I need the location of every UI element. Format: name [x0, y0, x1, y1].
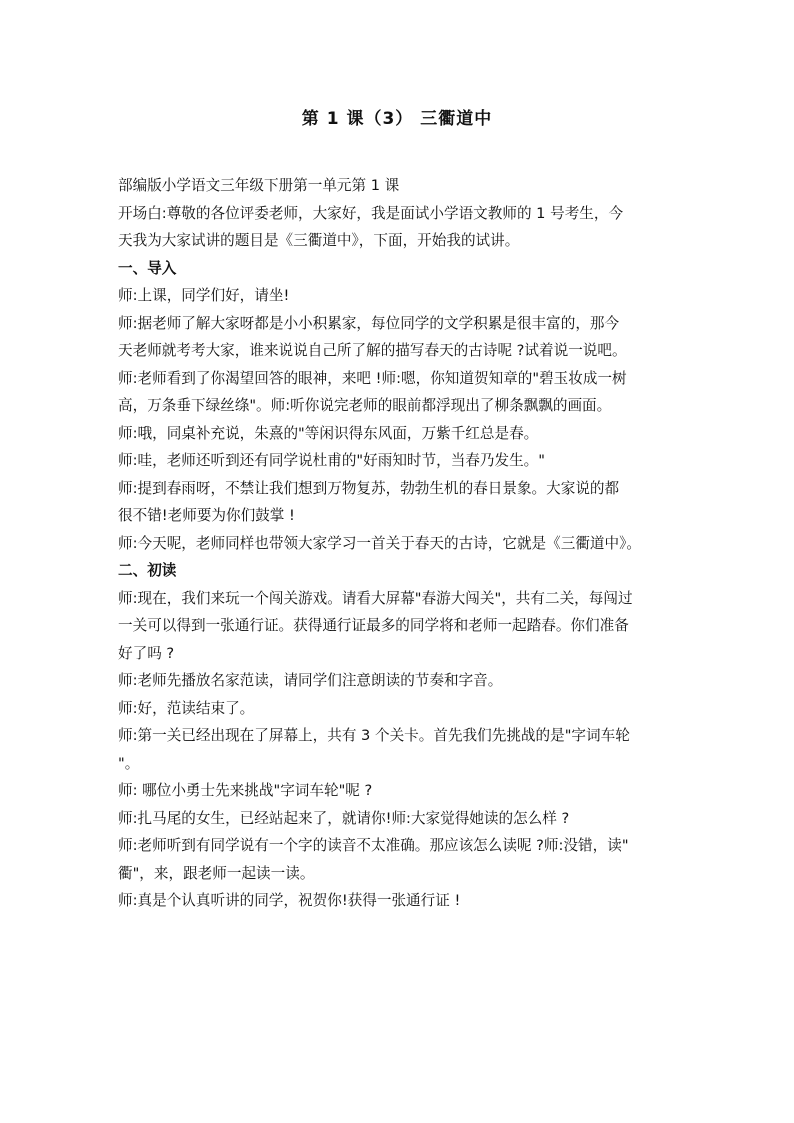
text-line: 师:据老师了解大家呀都是小小积累家，每位同学的文学积累是很丰富的，那今 [118, 314, 620, 332]
text-line: 师:哇，老师还听到还有同学说杜甫的"好雨知时节，当春乃发生。" [118, 452, 545, 469]
text-line: 师:现在，我们来玩一个闯关游戏。请看大屏幕"春游大闯关"，共有二关，每闯过 [118, 589, 633, 607]
text-line: 天我为大家试讲的题目是《三衢道中》，下面，开始我的试讲。 [118, 232, 520, 249]
text-line: 师:扎马尾的女生，已经站起来了，就请你!师:大家觉得她读的怎么样 ? [118, 809, 570, 827]
text-line: 部编版小学语文三年级下册第一单元第 1 课 [118, 177, 400, 194]
text-line: 师:上课，同学们好，请坐! [118, 287, 290, 304]
text-line: 师:好，范读结束了。 [118, 699, 255, 717]
document-body [118, 172, 703, 915]
text-line: 高，万条垂下绿丝绦"。师:听你说完老师的眼前都浮现出了柳条飘飘的画面。 [118, 397, 612, 414]
text-line: 一关可以得到一张通行证。获得通行证最多的同学将和老师一起踏春。你们准备 [118, 617, 629, 634]
text-line: 很不错!老师要为你们鼓掌 ! [118, 507, 295, 524]
text-line: 师:老师看到了你渴望回答的眼神，来吧 !师:嗯，你知道贺知章的"碧玉妆成一树 [118, 369, 627, 387]
text-line: 师:真是个认真听讲的同学，祝贺你!获得一张通行证 ! [118, 892, 461, 909]
text-line: 衢"，来，跟老师一起读一读。 [118, 864, 315, 882]
text-line: 师:第一关已经出现在了屏幕上，共有 3 个关卡。首先我们先挑战的是"字词车轮 [118, 727, 630, 744]
text-line: "。 [118, 754, 140, 772]
text-line: 开场白:尊敬的各位评委老师，大家好，我是面试小学语文教师的 1 号考生，今 [118, 204, 624, 222]
page-title: 第 1 课（3） 三衢道中 [301, 109, 493, 129]
text-line: 师:哦，同桌补充说，朱熹的"等闲识得东风面，万紫千红总是春。 [118, 424, 539, 442]
text-line: 师:老师听到有同学说有一个字的读音不太准确。那应该怎么读呢 ?师:没错，读" [118, 837, 629, 854]
text-line: 好了吗 ? [118, 644, 175, 662]
text-line: 师:今天呢，老师同样也带领大家学习一首关于春天的古诗，它就是《三衢道中》。 [118, 534, 641, 552]
text-line: 师:老师先播放名家范读，请同学们注意朗读的节奏和字音。 [118, 672, 503, 689]
section-heading: 一、导入 [118, 259, 177, 277]
section-heading: 二、初读 [118, 562, 177, 579]
text-line: 天老师就考考大家，谁来说说自己所了解的描写春天的古诗呢 ?试着说一说吧。 [118, 342, 627, 359]
text-line: 师: 哪位小勇士先来挑战"字词车轮"呢 ? [118, 782, 373, 799]
text-line: 师:提到春雨呀，不禁让我们想到万物复苏，勃勃生机的春日景象。大家说的都 [118, 479, 620, 497]
